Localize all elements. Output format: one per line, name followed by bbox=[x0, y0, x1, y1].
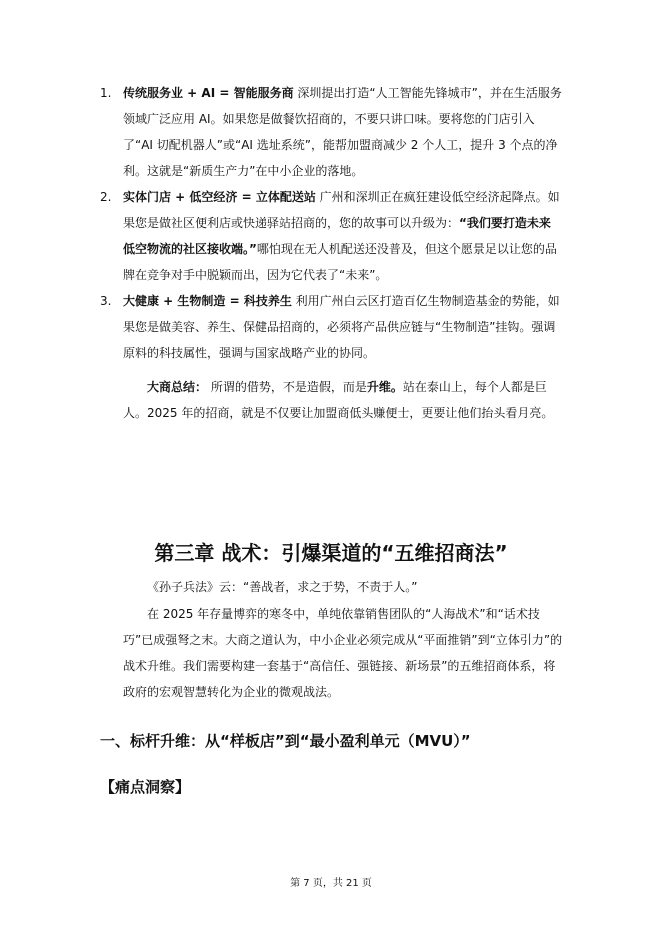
item-heading: 大健康 + 生物制造 = 科技养生 bbox=[123, 294, 292, 308]
summary-emphasis: 升维。 bbox=[366, 380, 403, 394]
item-text: 广州和深圳正在疯狂建设低空经济起降点。如果您是做社区便利店或快递驿站招商的，您的故事可以升级为： bbox=[123, 190, 560, 230]
summary-paragraph bbox=[123, 374, 563, 426]
list-item bbox=[100, 80, 562, 184]
item-text-continued: 哪怕现在无人机配送还没普及，但这个愿景足以让您的品牌在竞争对手中脱颖而出，因为它代表了“未来”。 bbox=[123, 242, 557, 282]
epigraph-quote: 《孙子兵法》云：“善战者，求之于势，不责于人。” bbox=[147, 580, 418, 594]
list-number: 3. bbox=[100, 294, 112, 308]
body-paragraph: 在 2025 年存量博弈的寒冬中，单纯依靠销售团队的“人海战术”和“话术技巧”已成强弩之末。大商之道认为，中小企业必须完成从“平面推销”到“立体引力”的战术升维。我们需要构建一套基于“高信任、强链接、新场景”的五维招商体系，将政府的宏观智慧转化为企业的微观战法。 bbox=[123, 607, 563, 699]
summary-text-continued: 站在泰山上，每个人都是巨人。2025 年的招商，就是不仅要让加盟商低头赚便士，更要让他们抬头看月亮。 bbox=[123, 380, 554, 420]
summary-label: 大商总结： bbox=[147, 380, 208, 394]
numbered-list bbox=[100, 80, 562, 366]
item-text: 深圳提出打造“人工智能先锋城市”，并在生活服务领域广泛应用 AI。如果您是做餐饮招商的，不要只讲口味。要将您的门店引入了“AI 切配机器人”或“AI 选址系统”，能帮加盟商减少 2 个人工，提升 3 个点的净利。这就是“新质生产力”在中小企业的落地。 bbox=[123, 86, 562, 178]
list-item bbox=[100, 184, 562, 288]
item-text: 利用广州白云区打造百亿生物制造基金的势能，如果您是做美容、养生、保健品招商的，必须将产品供应链与“生物制造”挂钩。强调原料的科技属性，强调与国家战略产业的协同。 bbox=[123, 294, 560, 360]
item-emphasis: “我们要打造未来低空物流的社区接收端。” bbox=[123, 216, 551, 256]
list-number: 1. bbox=[100, 86, 112, 100]
chapter-title: 第三章 战术：引爆渠道的“五维招商法” bbox=[154, 541, 508, 565]
subsection-heading: 【痛点洞察】 bbox=[100, 778, 191, 796]
list-item bbox=[100, 288, 562, 366]
page-footer: 第 7 页，共 21 页 bbox=[290, 878, 372, 889]
item-heading: 实体门店 + 低空经济 = 立体配送站 bbox=[123, 190, 316, 204]
item-heading: 传统服务业 + AI = 智能服务商 bbox=[123, 86, 294, 100]
section-heading: 一、标杆升维：从“样板店”到“最小盈利单元（MVU）” bbox=[100, 732, 471, 750]
list-number: 2. bbox=[100, 190, 112, 204]
summary-text: 所谓的借势，不是造假，而是 bbox=[207, 380, 367, 394]
